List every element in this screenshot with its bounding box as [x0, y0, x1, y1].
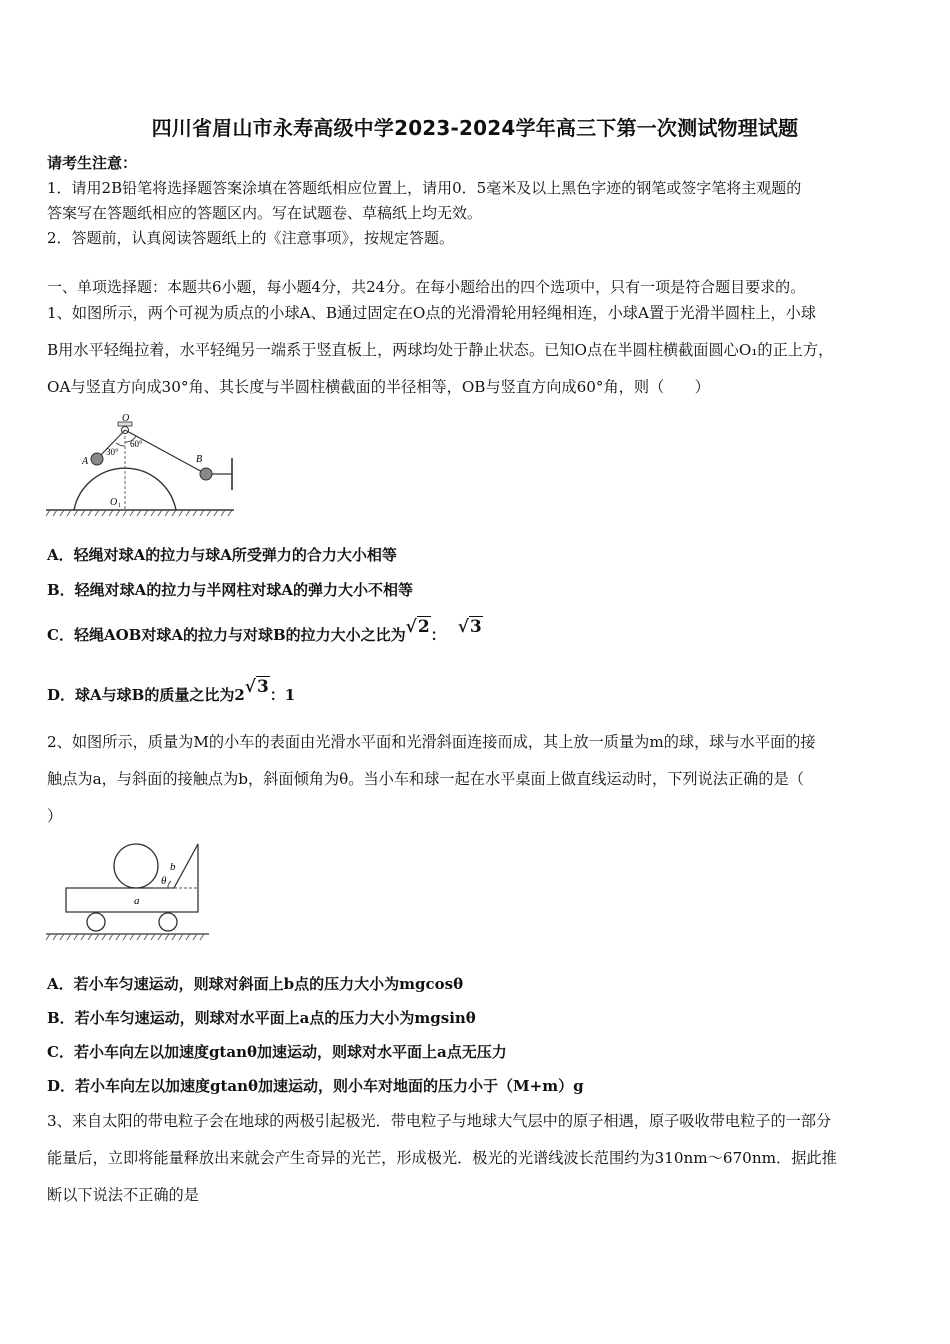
cart-wheel-right: [159, 913, 177, 931]
ball: [114, 844, 158, 888]
ball-b: [200, 468, 212, 480]
q1-option-b: B．轻绳对球A的拉力与半网柱对球A的弹力大小不相等: [47, 581, 413, 599]
ground-hatch: [46, 934, 204, 940]
notice-line-2: 答案写在答题纸相应的答题区内。写在试题卷、草稿纸上均无效。: [47, 204, 483, 222]
sqrt-symbol: √3: [244, 677, 269, 697]
q3-line-2: 能量后，立即将能量释放出来就会产生奇异的光芒，形成极光．极光的光谱线波长范围约为310nm～670nm．据此推: [47, 1149, 837, 1167]
q2-option-d: D．若小车向左以加速度gtanθ加速运动，则小车对地面的压力小于（M+m）g: [47, 1077, 584, 1095]
q1-line-3: OA与竖直方向成30°角、其长度与半圆柱横截面的半径相等，OB与竖直方向成60°角，则（ ）: [47, 378, 710, 396]
label-a: A: [82, 456, 89, 467]
angle-arc-30: [116, 443, 125, 446]
q2-figure: [44, 836, 214, 944]
notice-line-1: 1．请用2B铅笔将选择题答案涂填在答题纸相应位置上，请用0．5毫米及以上黑色字迹的钢笔或签字笔将主观题的: [47, 179, 802, 197]
q1-option-c-text: C．轻绳AOB对球A的拉力与对球B的拉力大小之比为: [47, 626, 406, 644]
q2-option-c: C．若小车向左以加速度gtanθ加速运动，则球对水平面上a点无压力: [47, 1043, 507, 1061]
label-o1: O: [110, 497, 118, 508]
label-o: O: [122, 413, 130, 424]
notice-line-3: 2．答题前，认真阅读答题纸上的《注意事项》，按规定答题。: [47, 229, 455, 247]
svg-text:1: 1: [118, 503, 121, 509]
q1-figure: [44, 412, 244, 520]
label-angle60: 60°: [130, 439, 143, 449]
q1-option-d: D．球A与球B的质量之比为2√3：1: [47, 677, 296, 704]
q2-line-3: ）: [47, 807, 63, 825]
rope-ob: [125, 430, 206, 474]
sqrt-symbol: √3: [457, 617, 482, 637]
q2-option-b: B．若小车匀速运动，则球对水平面上a点的压力大小为mgsinθ: [47, 1009, 476, 1027]
label-a: a: [134, 895, 140, 907]
cart-wheel-left: [87, 913, 105, 931]
section-heading: 一、单项选择题：本题共6小题，每小题4分，共24分。在每小题给出的四个选项中，只有一项是符合题目要求的。: [47, 278, 806, 296]
label-theta: θ: [161, 875, 167, 887]
q3-line-3: 断以下说法不正确的是: [47, 1186, 199, 1204]
notice-heading: 请考生注意：: [47, 154, 138, 172]
q1-option-c: C．轻绳AOB对球A的拉力与对球B的拉力大小之比为√2： √3: [47, 617, 482, 644]
q2-option-a: A．若小车匀速运动，则球对斜面上b点的压力大小为mgcosθ: [47, 975, 464, 993]
angle-arc-theta: [168, 881, 171, 888]
q2-line-2: 触点为a，与斜面的接触点为b，斜面倾角为θ。当小车和球一起在水平桌面上做直线运动时，下列说法正确的是（: [47, 770, 804, 788]
sqrt-symbol: √2: [405, 617, 430, 637]
q3-line-1: 3、来自太阳的带电粒子会在地球的两极引起极光．带电粒子与地球大气层中的原子相遇，原子吸收带电粒子的一部分: [47, 1112, 832, 1130]
label-angle30: 30°: [106, 447, 119, 457]
label-b: B: [196, 454, 203, 465]
ground-hatch: [46, 510, 232, 516]
q1-option-d-text: D．球A与球B的质量之比为2: [47, 686, 245, 704]
q2-line-1: 2、如图所示，质量为M的小车的表面由光滑水平面和光滑斜面连接而成，其上放一质量为m的球，球与水平面的接: [47, 733, 816, 751]
q1-option-a: A．轻绳对球A的拉力与球A所受弹力的合力大小相等: [47, 546, 397, 564]
q1-line-1: 1、如图所示，两个可视为质点的小球A、B通过固定在O点的光滑滑轮用轻绳相连，小球A置于光滑半圆柱上，小球: [47, 304, 817, 322]
ball-a: [91, 453, 103, 465]
q1-line-2: B用水平轻绳拉着，水平轻绳另一端系于竖直板上，两球均处于静止状态。已知O点在半圆柱横截面圆心O₁的正上方，: [47, 341, 834, 359]
page-title: 四川省眉山市永寿高级中学2023-2024学年高三下第一次测试物理试题: [151, 116, 799, 140]
label-b: b: [170, 861, 176, 873]
